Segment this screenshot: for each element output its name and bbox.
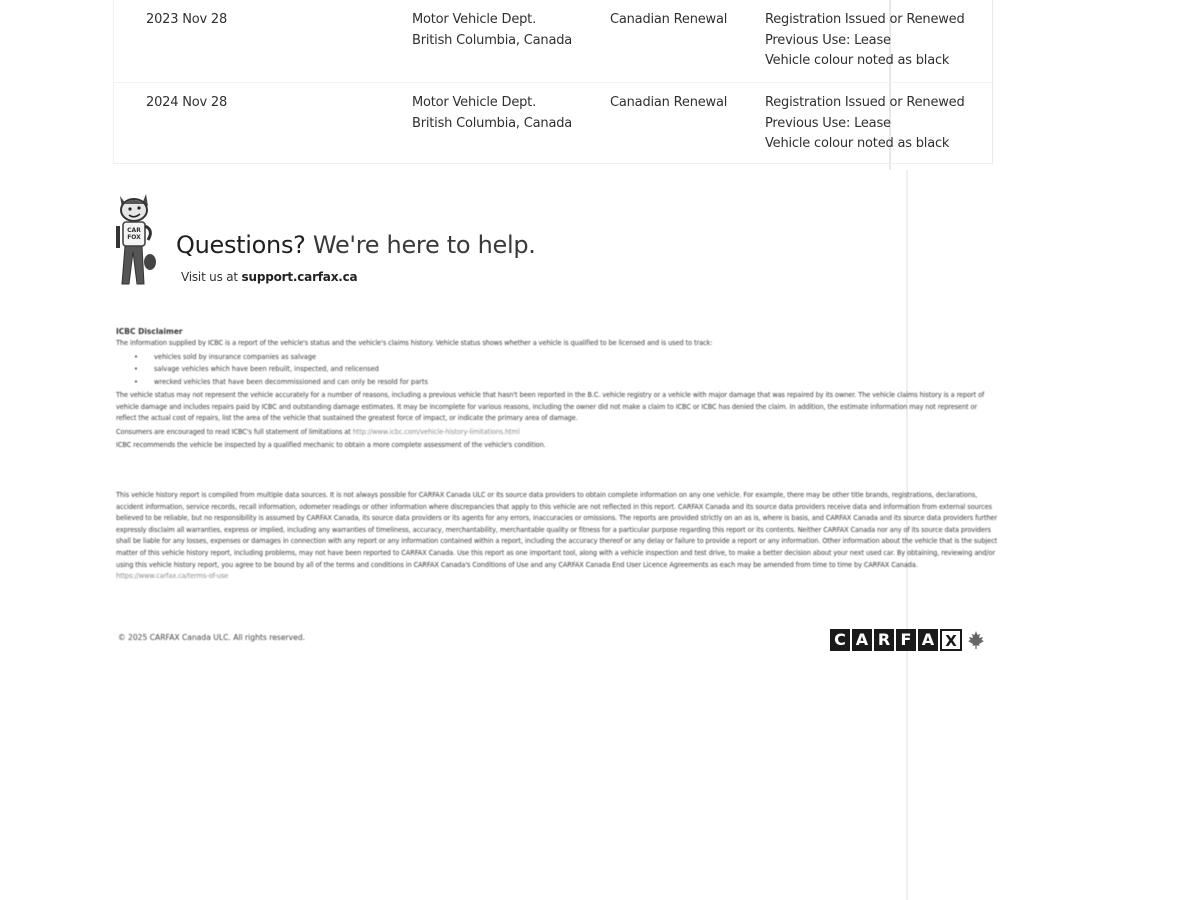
record-details: Registration Issued or Renewed Previous Use: Lease Vehicle colour noted as black: [765, 12, 965, 68]
help-heading: Questions? We're here to help.: [176, 231, 536, 259]
terms-link[interactable]: https://www.carfax.ca/terms-of-use: [116, 572, 229, 581]
record-event-type: Canadian Renewal: [610, 95, 728, 110]
icbc-disclaimer-intro: The information supplied by ICBC is a report of the vehicle's status and the vehicle's claims history. Vehicle status shows whether a vehicle is qualified to be licensed and is used to track:: [116, 339, 713, 347]
list-item: • vehicles sold by insurance companies as salvage: [134, 351, 428, 363]
table-row: [114, 83, 992, 165]
carfax-disclaimer: This vehicle history report is compiled from multiple data sources. It is not always possible for CARFAX Canada ULC or its source data providers to obtain complete information on any one vehicle. For example, there may be other title brands, registrations, declarations, accident information, service records, recall information, odometer readings or other information where discrepancies that apply to this vehicle are not reflected in this report. CARFAX Canada and its source data providers receive data and information from external sources believed to be reliable, but no responsibility is assumed by CARFAX Canada, its source data providers or its agents for any errors, inaccuracies or omissions. The reports are provided strictly on an as is, where is basis, and CARFAX Canada and its source data providers further expressly disclaim all warranties, express or implied, including any warranties of timeliness, accuracy, merchantability, merchantable quality or fitness for a particular purpose regarding this report or its contents. Neither CARFAX Canada nor any of its source data providers shall be liable for any losses, expenses or damages in connection with any report or any information contained within a report, including the accuracy thereof or any delay or failure to provide a report or any information. Other information about the vehicle that is the subject matter of this vehicle history report, including problems, may not have been reported to CARFAX Canada. Use this report as one important tool, along with a vehicle inspection and test drive, to make a better decision about your next used car. By obtaining, reviewing and/or using this vehicle history report, you agree to be bound by all of the terms and conditions in CARFAX Canada's Conditions of Use and any CARFAX Canada End User Licence Agreements as each may be amended from time to time by CARFAX Canada. https://www.carfax.ca/terms-of-use: [116, 490, 998, 583]
icbc-limitations-line: Consumers are encouraged to read ICBC's full statement of limitations at http://www.icbc.com/vehicle-history-limitations.html: [116, 428, 520, 436]
vehicle-history-table: [113, 0, 993, 164]
logo-letter: A: [918, 629, 938, 651]
record-event-type: Canadian Renewal: [610, 12, 728, 27]
list-item: • wrecked vehicles that have been decommissioned and can only be resold for parts: [134, 376, 428, 388]
carfax-logo: [830, 628, 986, 652]
carfox-mascot-icon: [112, 190, 158, 290]
icbc-disclaimer-body: The vehicle status may not represent the vehicle accurately for a number of reasons, including a previous vehicle that hasn't been reported in the B.C. vehicle registry or a vehicle with major damage that was repaired by its owner. The vehicle claims history is a report of vehicle damage and includes repairs paid by ICBC and outstanding damage estimates. It may be incomplete for various reasons, including the owner did not make a claim to ICBC or ICBC has denied the claim. In addition, the estimate information may not represent or reflect the actual cost of repairs, list the area of the vehicle that sustained the greatest force of impact, or indicate the primary area of damage.: [116, 391, 985, 423]
record-source: Motor Vehicle Dept. British Columbia, Canada: [412, 95, 573, 131]
icbc-recommendation: ICBC recommends the vehicle be inspected by a qualified mechanic to obtain a more complete assessment of the vehicle's condition.: [116, 441, 546, 449]
logo-letter: A: [852, 629, 872, 651]
record-source: Motor Vehicle Dept. British Columbia, Canada: [412, 12, 573, 48]
logo-letter: R: [874, 629, 894, 651]
icbc-disclaimer-list: [134, 351, 428, 388]
icbc-disclaimer-title: ICBC Disclaimer: [116, 327, 183, 336]
record-details: Registration Issued or Renewed Previous Use: Lease Vehicle colour noted as black: [765, 95, 965, 151]
record-date: 2023 Nov 28: [146, 12, 228, 27]
table-row: [114, 0, 992, 83]
list-item: • salvage vehicles which have been rebuilt, inspected, and relicensed: [134, 363, 428, 375]
svg-text:FOX: FOX: [127, 234, 141, 241]
icbc-limitations-link[interactable]: http://www.icbc.com/vehicle-history-limitations.html: [352, 428, 520, 436]
help-visit-line: Visit us at support.carfax.ca: [181, 270, 358, 284]
logo-letter: C: [830, 629, 850, 651]
copyright-notice: © 2025 CARFAX Canada ULC. All rights reserved.: [118, 633, 306, 642]
logo-letter: X: [940, 629, 962, 651]
svg-text:CAR: CAR: [127, 227, 141, 234]
support-link[interactable]: support.carfax.ca: [241, 270, 358, 284]
record-date: 2024 Nov 28: [146, 95, 228, 110]
maple-leaf-icon: [966, 630, 986, 650]
logo-letter: F: [896, 629, 916, 651]
